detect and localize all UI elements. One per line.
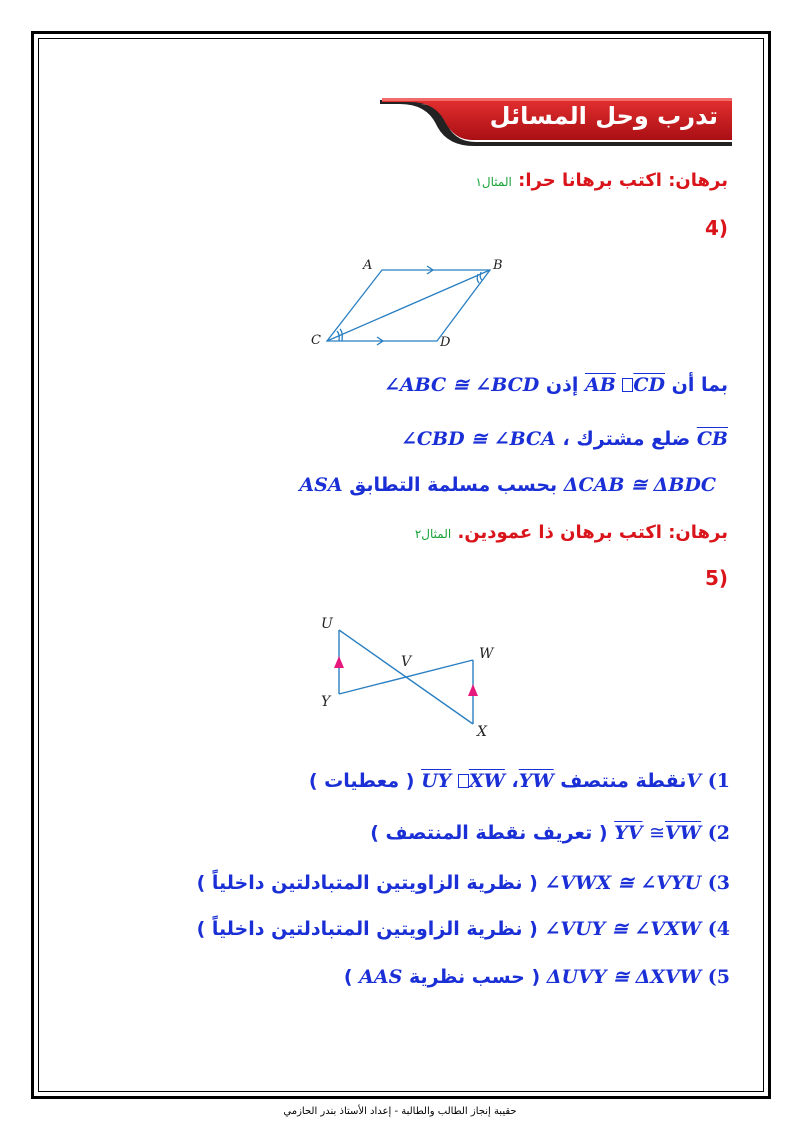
step4-statement: ∠VUY ≅ ∠VXW (544, 918, 702, 940)
segment-YW (519, 770, 554, 792)
label-W: W (479, 646, 494, 662)
section1-heading-text: برهان: اكتب برهانا حرا: (518, 170, 728, 191)
step1-separator: ، (511, 770, 519, 792)
proof1-then: إذن (545, 374, 579, 396)
segment-CB (697, 428, 728, 450)
label-X: X (477, 724, 487, 740)
banner-title: تدرب وحل المسائل (489, 102, 718, 130)
proof1-common-side: ضلع مشترك (576, 428, 691, 450)
step-number: 4) (707, 918, 730, 940)
segment-UY: $\overline{UY}$ (421, 770, 452, 792)
section1-example-ref: المثال١ (475, 175, 512, 189)
section2-heading (415, 522, 728, 543)
parallel-symbol (622, 378, 633, 392)
step5-reason-a: ( حسب نظرية (408, 966, 541, 988)
parallel-arrow-right (468, 684, 478, 696)
section1-heading (475, 170, 728, 191)
proof2-step-2 (370, 822, 730, 844)
segment-AB: $\overline{AB}$ (584, 374, 616, 396)
proof1-line1 (384, 374, 728, 396)
proof2-step-5 (344, 966, 730, 988)
segment-VW: $\overline{VW}$ (665, 822, 702, 844)
proof1-triangle-congruence: ΔCAB ≅ ΔBDC (563, 474, 716, 496)
step-number: 5) (707, 966, 730, 988)
label-C: C (311, 333, 321, 348)
label-B: B (493, 258, 503, 273)
step5-statement: ΔUVY ≅ ΔXVW (546, 966, 702, 988)
step4-reason: ( نظرية الزاويتين المتبادلتين داخلياً ) (196, 918, 538, 940)
section2-example-ref: المثال٢ (414, 527, 452, 541)
segment-CB-text: $\overline{CB}$ (696, 428, 728, 450)
parallel-symbol (458, 774, 469, 788)
step2-statement (614, 822, 701, 844)
problem-number-4: (4 (704, 216, 728, 240)
step-number: 2) (707, 822, 730, 844)
proof2-step-4 (197, 918, 730, 940)
parallelogram-figure (305, 255, 515, 355)
step-number: 1) (707, 770, 730, 792)
label-Y: Y (321, 694, 331, 710)
point-V: V (686, 770, 702, 792)
segment-YW-text: $\overline{YW}$ (518, 770, 554, 792)
proof1-angle-congruence-2: ∠CBD ≅ ∠BCA (400, 428, 556, 450)
proof2-step-1 (309, 770, 730, 792)
proof2-step-3 (197, 872, 730, 894)
label-U: U (321, 616, 333, 632)
crossing-segments-figure (315, 612, 515, 742)
proof1-asa: ASA (299, 474, 343, 496)
step1-reason: ( معطيات ) (308, 770, 415, 792)
problem-number-5: (5 (704, 566, 728, 590)
parallel-arrow-left (334, 656, 344, 668)
page-footer: حقيبة إنجاز الطالب والطالبة - إعداد الأستاذ بندر الحازمي (283, 1106, 517, 1117)
step5-reason-b: ) (343, 966, 353, 988)
midpoint-text: نقطة منتصف (560, 770, 687, 792)
step1-parallel (421, 770, 505, 792)
label-V: V (401, 654, 412, 670)
segment-XW: $\overline{XW}$ (468, 770, 505, 792)
step-number: 3) (707, 872, 730, 894)
proof1-separator: ، (562, 428, 570, 450)
congruent-symbol: ≅ (649, 822, 666, 844)
label-A: A (363, 258, 373, 273)
segment-YV: $\overline{YV}$ (614, 822, 643, 844)
step3-statement: ∠VWX ≅ ∠VYU (544, 872, 702, 894)
proof1-given-prefix: بما أن (671, 374, 728, 396)
proof1-line3 (299, 474, 716, 496)
label-D: D (440, 335, 451, 350)
proof1-line2 (401, 428, 728, 450)
section2-heading-text: برهان: اكتب برهان ذا عمودين. (457, 522, 728, 543)
section-banner (380, 96, 732, 146)
step3-reason: ( نظرية الزاويتين المتبادلتين داخلياً ) (196, 872, 538, 894)
step5-aas: AAS (359, 966, 403, 988)
proof1-postulate-text: بحسب مسلمة التطابق (349, 474, 558, 496)
proof1-angle-congruence: ∠ABC ≅ ∠BCD (383, 374, 540, 396)
segment-CD: $\overline{CD}$ (633, 374, 666, 396)
step2-reason: ( تعريف نقطة المنتصف ) (370, 822, 608, 844)
proof1-given-segments (585, 374, 665, 396)
